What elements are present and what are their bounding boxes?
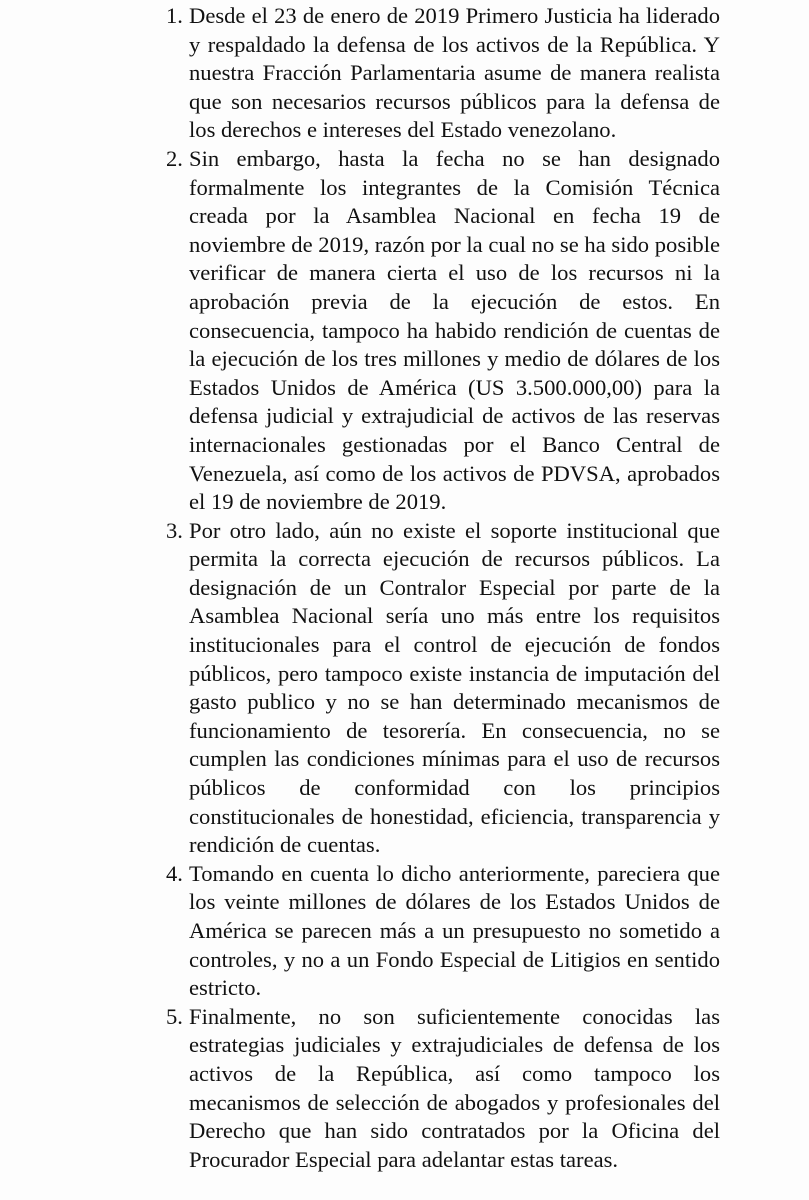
item-text: Tomando en cuenta lo dicho anteriormente, pareciera que los veinte millones de dólares de los Estados Unidos de América se parecen más a un presupuesto no sometido a controles, y no a un Fondo Especial de Litigios en sentido estricto. bbox=[189, 860, 720, 1001]
list-item-3 bbox=[160, 517, 720, 860]
item-text: Desde el 23 de enero de 2019 Primero Justicia ha liderado y respaldado la defensa de los activos de la República. Y nuestra Fracción Parlamentaria asume de manera realista que son necesarios recursos públicos para la defensa de los derechos e intereses del Estado venezolano. bbox=[189, 3, 720, 143]
list-item-1 bbox=[160, 2, 720, 145]
list-item-4 bbox=[160, 860, 720, 1003]
item-number: 5. bbox=[166, 1003, 183, 1029]
list-item-5 bbox=[160, 1003, 720, 1175]
item-number: 3. bbox=[166, 517, 183, 543]
item-number: 1. bbox=[166, 3, 183, 28]
item-text: Sin embargo, hasta la fecha no se han designado formalmente los integrantes de la Comisión Técnica creada por la Asamblea Nacional en fecha 19 de noviembre de 2019, razón por la cual no se ha sido posible verificar de manera cierta el uso de los recursos ni la aprobación previa de la ejecución de estos. En consecuencia, tampoco ha habido rendición de cuentas de la ejecución de los tres millones y medio de dólares de los Estados Unidos de América (US 3.500.000,00) para la defensa judicial y extrajudicial de activos de las reservas internacionales gestionadas por el Banco Central de Venezuela, así como de los activos de PDVSA, aprobados el 19 de noviembre de 2019. bbox=[189, 145, 720, 515]
item-number: 4. bbox=[166, 860, 183, 886]
list-item-2 bbox=[160, 145, 720, 517]
item-text: Finalmente, no son suficientemente conocidas las estrategias judiciales y extrajudiciales de defensa de los activos de la República, así como tampoco los mecanismos de selección de abogados y profesionales del Derecho que han sido contratados por la Oficina del Procurador Especial para adelantar estas tareas. bbox=[189, 1003, 720, 1172]
numbered-list bbox=[160, 2, 720, 1174]
item-number: 2. bbox=[166, 145, 183, 171]
item-text: Por otro lado, aún no existe el soporte institucional que permita la correcta ejecución de recursos públicos. La designación de un Contralor Especial por parte de la Asamblea Nacional sería uno más entre los requisitos institucionales para el control de ejecución de fondos públicos, pero tampoco existe instancia de imputación del gasto publico y no se han determinado mecanismos de funcionamiento de tesorería. En consecuencia, no se cumplen las condiciones mínimas para el uso de recursos públicos de conformidad con los principios constitucionales de honestidad, eficiencia, transparencia y rendición de cuentas. bbox=[189, 517, 720, 858]
